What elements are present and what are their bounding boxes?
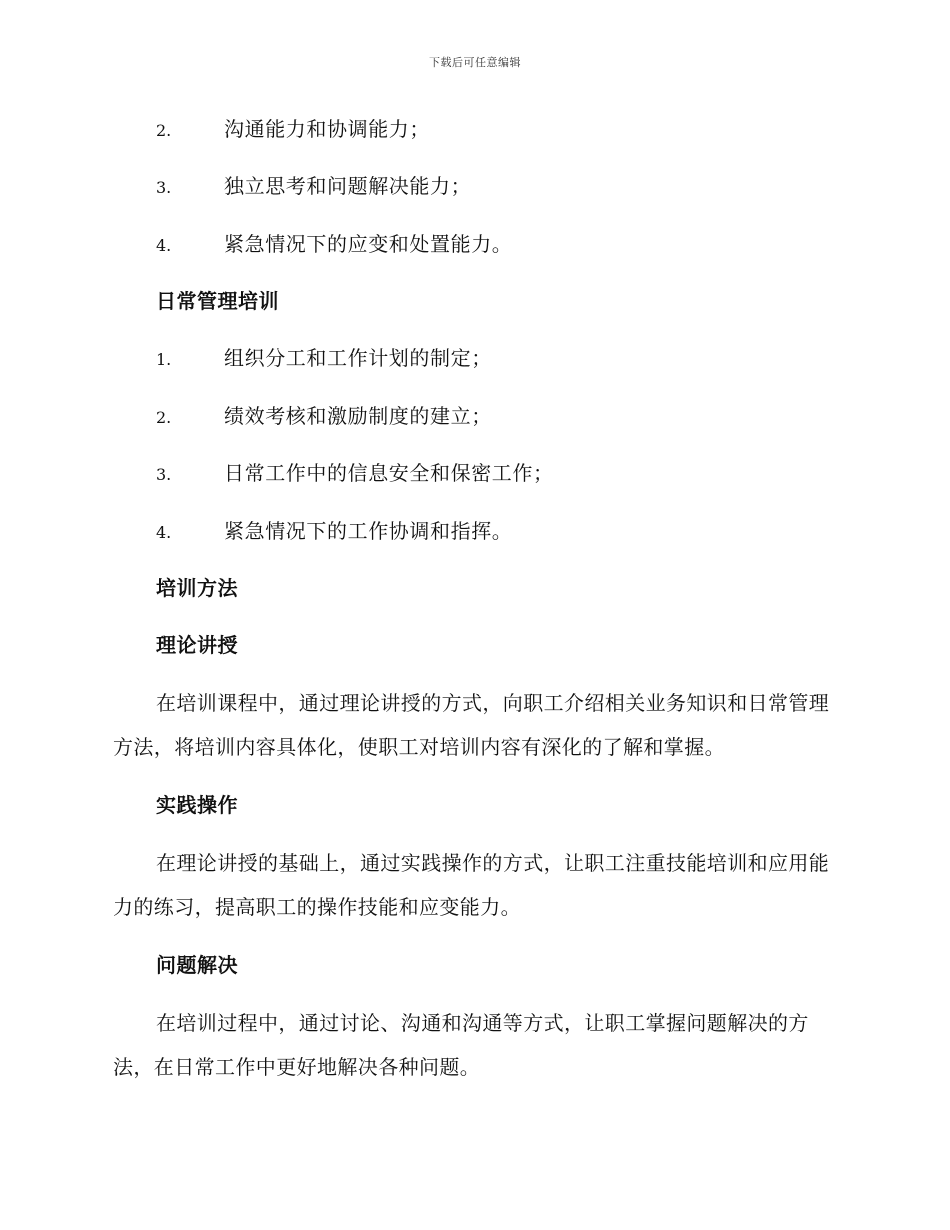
list-item: [156, 343, 492, 373]
paragraph-practice: 在理论讲授的基础上，通过实践操作的方式，让职工注重技能培训和应用能力的练习，提高职工的操作技能和应变能力。: [113, 851, 830, 919]
list-text: 组织分工和工作计划的制定；: [224, 346, 492, 370]
list-number: 4.: [156, 236, 172, 255]
list-item: [156, 114, 430, 144]
list-item: [156, 401, 492, 431]
list-text: 独立思考和问题解决能力；: [224, 174, 472, 198]
list-text: 日常工作中的信息安全和保密工作；: [224, 461, 554, 485]
list-text: 紧急情况下的工作协调和指挥。: [224, 519, 513, 543]
subheading-problem-solving: 问题解决: [156, 953, 238, 977]
section-heading-daily-management: 日常管理培训: [156, 289, 279, 313]
list-number: 3.: [156, 178, 172, 197]
list-text: 绩效考核和激励制度的建立；: [224, 404, 492, 428]
list-item: [156, 171, 471, 201]
subheading-theory-lecture: 理论讲授: [156, 633, 238, 657]
header-note: 下载后可任意编辑: [429, 56, 521, 69]
section-heading-training-methods: 培训方法: [156, 576, 238, 600]
paragraph-theory-lecture: 在培训课程中，通过理论讲授的方式，向职工介绍相关业务知识和日常管理方法，将培训内容具体化，使职工对培训内容有深化的了解和掌握。: [113, 691, 830, 759]
list-text: 沟通能力和协调能力；: [224, 117, 430, 141]
paragraph-problem-solving: 在培训过程中，通过讨论、沟通和沟通等方式，让职工掌握问题解决的方法，在日常工作中更好地解决各种问题。: [113, 1011, 809, 1079]
list-item: [156, 516, 512, 546]
list-number: 3.: [156, 465, 172, 484]
list-number: 1.: [156, 350, 172, 369]
list-item: [156, 458, 554, 488]
subheading-practice: 实践操作: [156, 793, 238, 817]
list-number: 2.: [156, 408, 172, 427]
list-number: 2.: [156, 121, 172, 140]
list-item: [156, 229, 512, 259]
list-text: 紧急情况下的应变和处置能力。: [224, 232, 513, 256]
list-number: 4.: [156, 523, 172, 542]
